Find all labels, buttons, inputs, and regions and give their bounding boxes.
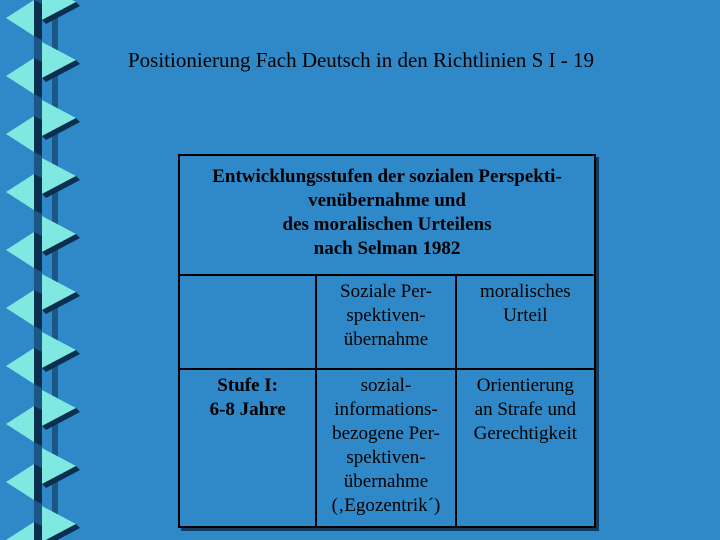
moral-judgment-cell — [456, 369, 595, 527]
decorative-triangle-shadow — [34, 464, 42, 504]
stage-line: Stufe I: — [217, 375, 278, 396]
slide-title: Positionierung Fach Deutsch in den Richtlinien S I - 19 — [128, 48, 595, 72]
decorative-triangle — [6, 232, 34, 268]
decorative-triangle-shadow — [34, 0, 42, 40]
column-header-moral-judgment — [456, 275, 595, 369]
decorative-triangle — [6, 464, 34, 500]
header-line-4: nach Selman 1982 — [313, 238, 461, 259]
decorative-triangle — [6, 522, 34, 540]
decorative-triangle-shadow — [34, 58, 42, 98]
social-perspective-cell — [316, 369, 455, 527]
stage-line: 6-8 Jahre — [209, 399, 286, 420]
cell-line: (‚Egozentrik´) — [331, 495, 441, 516]
decorative-triangle-shadow — [34, 232, 42, 272]
cell-line: Orientierung — [476, 375, 574, 396]
decorative-triangle — [6, 348, 34, 384]
cell-line: übernahme — [343, 471, 429, 492]
decorative-triangle-shadow — [34, 290, 42, 330]
decorative-triangle — [6, 406, 34, 442]
header-line-1: Entwicklungsstufen der sozialen Perspekti- — [212, 166, 562, 187]
column-header-line: Soziale Per- — [340, 281, 432, 302]
selman-table — [178, 154, 596, 528]
cell-line: sozial- — [360, 375, 412, 396]
selman-table-frame — [178, 154, 596, 528]
cell-line: informations- — [334, 399, 438, 420]
decorative-triangle-shadow — [34, 406, 42, 446]
cell-line: bezogene Per- — [332, 423, 440, 444]
table-header — [179, 155, 595, 275]
cell-line: spektiven- — [346, 447, 426, 468]
stage-cell — [179, 369, 316, 527]
column-header-line: moralisches — [479, 281, 571, 302]
decorative-triangle — [6, 290, 34, 326]
column-header-line: spektiven- — [346, 305, 426, 326]
decorative-triangle — [6, 116, 34, 152]
header-line-2: venübernahme und — [308, 190, 466, 211]
cell-line: an Strafe und — [474, 399, 576, 420]
column-header-empty — [179, 275, 316, 369]
decorative-triangle — [6, 174, 34, 210]
column-header-line: Urteil — [503, 305, 548, 326]
cell-line: Gerechtigkeit — [473, 423, 578, 444]
decorative-triangle-shadow — [34, 116, 42, 156]
column-header-line: übernahme — [343, 329, 429, 350]
decorative-triangle-strip — [0, 0, 100, 540]
decorative-triangle — [6, 0, 34, 36]
column-header-social-perspective — [316, 275, 455, 369]
decorative-triangle-shadow — [34, 348, 42, 388]
decorative-triangle-shadow — [34, 174, 42, 214]
decorative-triangle — [6, 58, 34, 94]
header-line-3: des moralischen Urteilens — [282, 214, 492, 235]
